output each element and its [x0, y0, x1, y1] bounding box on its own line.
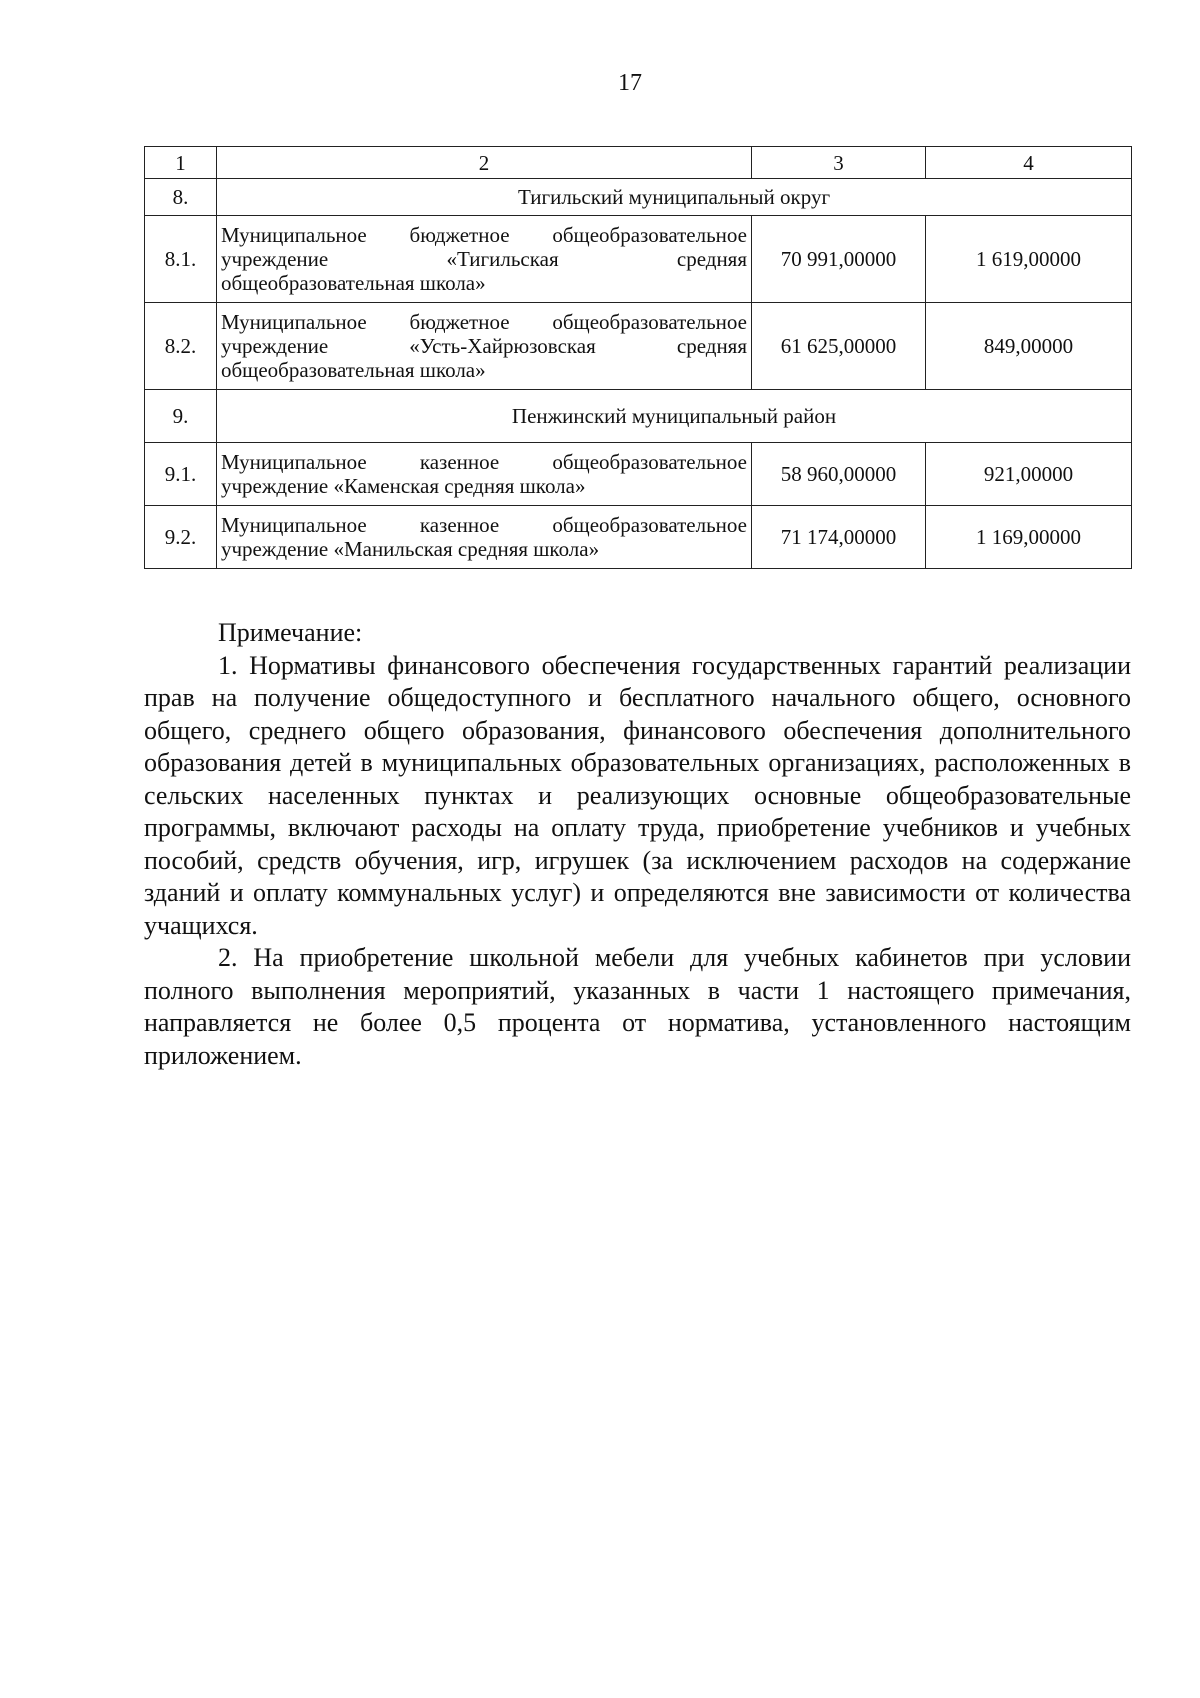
value-col4: 921,00000: [926, 443, 1132, 506]
institution-name-line: Муниципальное казенное общеобразовательное: [221, 450, 747, 474]
institution-name-line: общеобразовательная школа»: [221, 358, 486, 382]
section-row: [145, 179, 1132, 216]
section-row: [145, 390, 1132, 443]
section-title: Пенжинский муниципальный район: [217, 390, 1132, 443]
value-col3: 70 991,00000: [752, 216, 926, 303]
institution-name-line: учреждение «Манильская средняя школа»: [221, 537, 600, 561]
note-paragraph: 1. Нормативы финансового обеспечения государственных гарантий реализации прав на получение общедоступного и бесплатного начального общего, основного общего, среднего общего образования, финансового обеспечения дополнительного образования детей в муниципальных образовательных организациях, расположенных в сельских населенных пунктах и реализующих основные общеобразовательные программы, включают расходы на оплату труда, приобретение учебников и учебных пособий, средств обучения, игр, игрушек (за исключением расходов на содержание зданий и оплату коммунальных услуг) и определяются вне зависимости от количества учащихся.: [144, 650, 1131, 940]
page-number: 17: [618, 70, 642, 96]
section-number: 8.: [145, 179, 217, 216]
section-number: 9.: [145, 390, 217, 443]
table-row: [145, 216, 1132, 303]
header-cell: 3: [752, 147, 926, 179]
value-col3: 61 625,00000: [752, 303, 926, 390]
institution-name-line: Муниципальное бюджетное общеобразовательное: [221, 223, 747, 247]
row-number: 9.1.: [145, 443, 217, 506]
table-row: [145, 303, 1132, 390]
note-paragraph: 2. На приобретение школьной мебели для учебных кабинетов при условии полного выполнения мероприятий, указанных в части 1 настоящего примечания, направляется не более 0,5 процента от норматива, установленного настоящим приложением.: [144, 943, 1131, 1070]
table-row: [145, 443, 1132, 506]
row-number: 8.2.: [145, 303, 217, 390]
value-col4: 849,00000: [926, 303, 1132, 390]
value-col4: 1 169,00000: [926, 506, 1132, 569]
institution-name: [217, 506, 752, 569]
institution-name-line: учреждение «Усть-Хайрюзовская средняя: [221, 334, 747, 358]
value-col3: 71 174,00000: [752, 506, 926, 569]
value-col4: 1 619,00000: [926, 216, 1132, 303]
institution-name-line: общеобразовательная школа»: [221, 271, 486, 295]
institution-name-line: Муниципальное бюджетное общеобразовательное: [221, 310, 747, 334]
institution-name: [217, 216, 752, 303]
table-header-row: [145, 147, 1132, 179]
institution-name: [217, 303, 752, 390]
institution-name-line: Муниципальное казенное общеобразовательное: [221, 513, 747, 537]
row-number: 9.2.: [145, 506, 217, 569]
notes-section: [144, 617, 1131, 1072]
institution-name-line: учреждение «Тигильская средняя: [221, 247, 747, 271]
row-number: 8.1.: [145, 216, 217, 303]
header-cell: 1: [145, 147, 217, 179]
header-cell: 2: [217, 147, 752, 179]
notes-title: Примечание:: [218, 618, 363, 647]
institution-name: [217, 443, 752, 506]
value-col3: 58 960,00000: [752, 443, 926, 506]
institution-name-line: учреждение «Каменская средняя школа»: [221, 474, 586, 498]
table-row: [145, 506, 1132, 569]
normatives-table: [144, 146, 1132, 569]
header-cell: 4: [926, 147, 1132, 179]
section-title: Тигильский муниципальный округ: [217, 179, 1132, 216]
